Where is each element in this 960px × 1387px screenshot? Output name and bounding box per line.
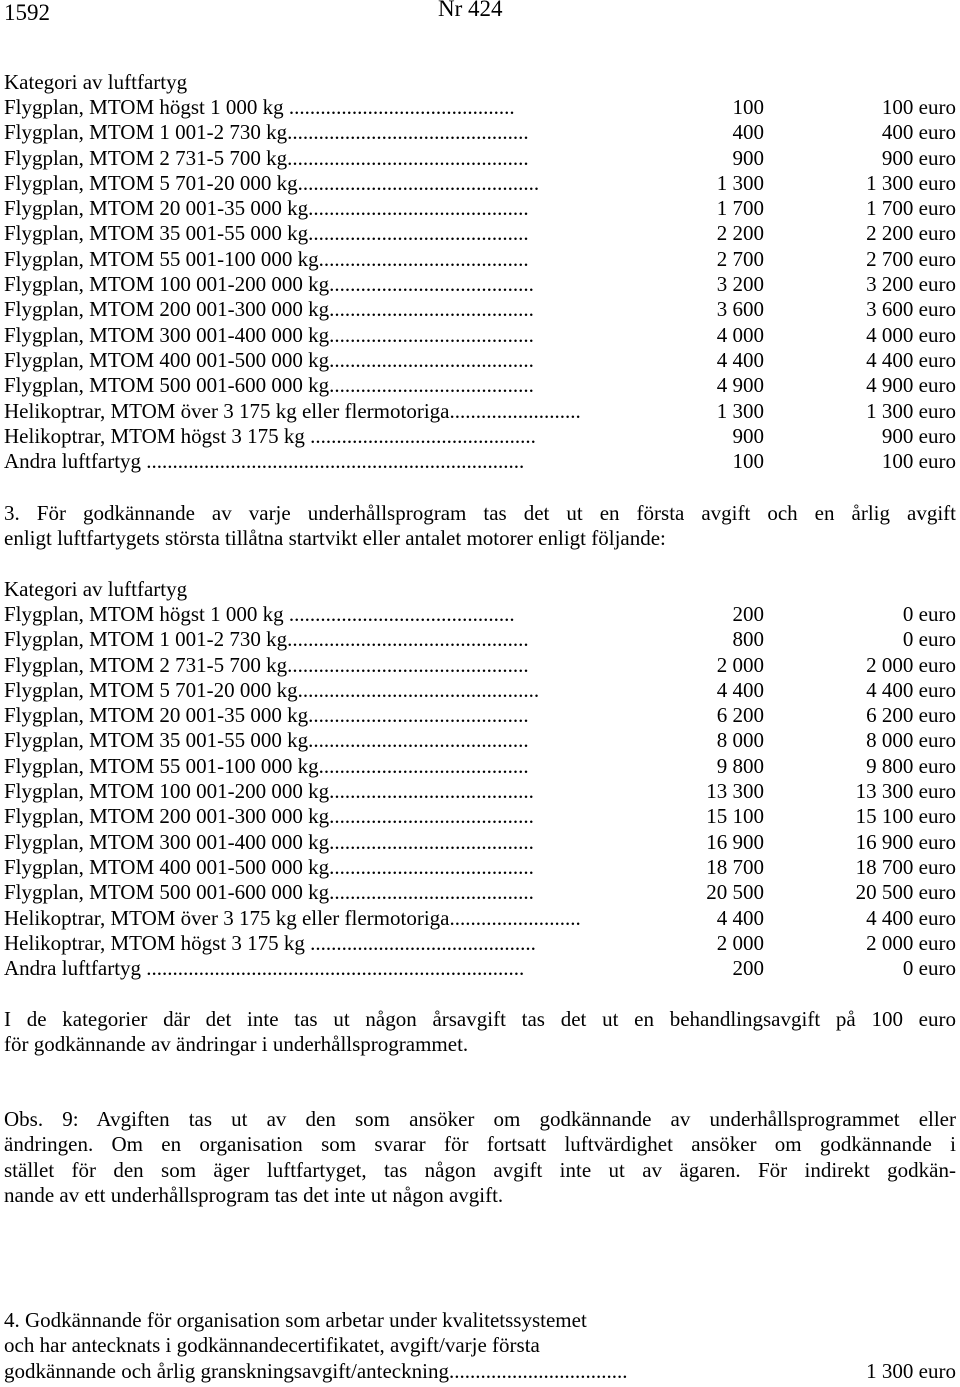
table-row — [4, 348, 956, 373]
table-row — [4, 373, 956, 398]
category-label: Flygplan, MTOM 200 001-300 000 kg....................................... — [4, 804, 534, 829]
table-row — [4, 602, 956, 627]
category-label: Helikoptrar, MTOM högst 3 175 kg ........................................... — [4, 930, 536, 955]
table-row — [4, 627, 956, 652]
paragraph-line: stället för den som äger luftfartyget, tas någon avgift inte ut av ägaren. För indirekt godkän- — [4, 1157, 956, 1182]
annual-fee-amount: 900 euro — [881, 145, 956, 170]
document-number: Nr 424 — [438, 0, 503, 21]
annual-fee-amount: 2 000 euro — [866, 652, 956, 677]
category-label: Flygplan, MTOM 2 731-5 700 kg.............................................. — [4, 652, 529, 677]
annual-fee-amount: 4 000 euro — [866, 322, 956, 347]
category-label: Flygplan, MTOM 200 001-300 000 kg....................................... — [4, 297, 534, 322]
first-fee-amount: 13 300 — [706, 779, 764, 804]
table-rows — [4, 95, 956, 474]
first-fee-amount: 8 000 — [716, 728, 764, 753]
first-fee-amount: 1 700 — [716, 196, 764, 221]
first-fee-amount: 1 300 — [716, 398, 764, 423]
first-fee-amount: 1 300 — [716, 170, 764, 195]
paragraph-line: ändringen. Om en organisation som svarar för fortsatt luftvärdighet ansöker om godkännande i — [4, 1132, 956, 1157]
table-row — [4, 247, 956, 272]
category-label: Flygplan, MTOM 55 001-100 000 kg........................................ — [4, 246, 529, 271]
table-row — [4, 399, 956, 424]
category-label: Helikoptrar, MTOM över 3 175 kg eller flermotoriga......................... — [4, 905, 581, 930]
table-row — [4, 830, 956, 855]
category-label: Flygplan, MTOM 20 001-35 000 kg.......................................... — [4, 703, 529, 728]
annual-fee-amount: 100 euro — [881, 95, 956, 119]
table-row — [4, 653, 956, 678]
table-row — [4, 804, 956, 829]
table-row — [4, 272, 956, 297]
table-row — [4, 221, 956, 246]
first-fee-amount: 200 — [732, 602, 764, 626]
paragraph-line: nande av ett underhållsprogram tas det inte ut någon avgift. — [4, 1182, 504, 1207]
table-row — [4, 120, 956, 145]
first-fee-amount: 200 — [732, 956, 764, 981]
annual-fee-amount: 4 400 euro — [866, 905, 956, 930]
fee-value: 1 300 euro — [866, 1358, 956, 1383]
categories-note — [4, 1007, 956, 1058]
table-row — [4, 703, 956, 728]
table-row — [4, 956, 956, 981]
table-row — [4, 146, 956, 171]
obs-9-note — [4, 1107, 956, 1208]
category-label: Andra luftfartyg ........................................................................ — [4, 449, 525, 474]
category-label: Flygplan, MTOM 100 001-200 000 kg....................................... — [4, 272, 534, 297]
category-label: Flygplan, MTOM 100 001-200 000 kg....................................... — [4, 779, 534, 804]
annual-fee-amount: 9 800 euro — [866, 753, 956, 778]
table-row — [4, 297, 956, 322]
category-label: Flygplan, MTOM högst 1 000 kg ........................................... — [4, 95, 515, 119]
fee-label: godkännande och årlig granskningsavgift/anteckning.................................. — [4, 1358, 628, 1383]
first-fee-amount: 16 900 — [706, 829, 764, 854]
first-fee-amount: 9 800 — [716, 753, 764, 778]
category-label: Flygplan, MTOM 400 001-500 000 kg....................................... — [4, 347, 534, 372]
first-fee-amount: 400 — [732, 120, 764, 145]
page-number: 1592 — [4, 0, 50, 25]
category-label: Flygplan, MTOM 35 001-55 000 kg.......................................... — [4, 728, 529, 753]
annual-fee-amount: 1 700 euro — [866, 196, 956, 221]
category-label: Flygplan, MTOM 5 701-20 000 kg.............................................. — [4, 677, 540, 702]
annual-fee-amount: 3 600 euro — [866, 297, 956, 322]
table-row — [4, 855, 956, 880]
annual-fee-amount: 18 700 euro — [855, 854, 956, 879]
category-label: Flygplan, MTOM 1 001-2 730 kg.............................................. — [4, 120, 529, 145]
category-label: Flygplan, MTOM 500 001-600 000 kg....................................... — [4, 880, 534, 905]
section-3-text — [4, 501, 956, 552]
annual-fee-amount: 8 000 euro — [866, 728, 956, 753]
table-row — [4, 880, 956, 905]
table-rows — [4, 602, 956, 981]
paragraph-line: I de kategorier där det inte tas ut någon årsavgift tas det ut en behandlingsavgift på 100 euro — [4, 1007, 956, 1031]
annual-fee-amount: 0 euro — [902, 627, 956, 652]
annual-fee-amount: 100 euro — [881, 449, 956, 474]
first-fee-amount: 3 600 — [716, 297, 764, 322]
first-fee-amount: 18 700 — [706, 854, 764, 879]
first-fee-amount: 100 — [732, 449, 764, 474]
annual-fee-amount: 15 100 euro — [855, 804, 956, 829]
first-fee-amount: 800 — [732, 627, 764, 652]
first-fee-amount: 20 500 — [706, 880, 764, 905]
annual-fee-amount: 1 300 euro — [866, 398, 956, 423]
table-row — [4, 449, 956, 474]
table-row — [4, 678, 956, 703]
annual-fee-amount: 0 euro — [902, 602, 956, 626]
annual-fee-amount: 13 300 euro — [855, 779, 956, 804]
annual-fee-amount: 400 euro — [881, 120, 956, 145]
category-label: Flygplan, MTOM 5 701-20 000 kg.............................................. — [4, 170, 540, 195]
category-label: Flygplan, MTOM 300 001-400 000 kg....................................... — [4, 829, 534, 854]
category-label: Andra luftfartyg ........................................................................ — [4, 956, 525, 981]
category-label: Helikoptrar, MTOM högst 3 175 kg ........................................... — [4, 423, 536, 448]
category-label: Helikoptrar, MTOM över 3 175 kg eller flermotoriga......................... — [4, 398, 581, 423]
table-heading: Kategori av luftfartyg — [4, 577, 188, 601]
first-fee-amount: 15 100 — [706, 804, 764, 829]
annual-fee-amount: 2 200 euro — [866, 221, 956, 246]
first-fee-amount: 4 000 — [716, 322, 764, 347]
table-row — [4, 95, 956, 120]
first-fee-amount: 2 000 — [716, 652, 764, 677]
category-label: Flygplan, MTOM 55 001-100 000 kg........................................ — [4, 753, 529, 778]
first-fee-amount: 4 400 — [716, 347, 764, 372]
category-label: Flygplan, MTOM 2 731-5 700 kg.............................................. — [4, 145, 529, 170]
category-label: Flygplan, MTOM 300 001-400 000 kg....................................... — [4, 322, 534, 347]
section-4-line: och har antecknats i godkännandecertifikatet, avgift/varje första — [4, 1333, 540, 1358]
table-heading: Kategori av luftfartyg — [4, 70, 188, 94]
fee-table-2 — [4, 577, 956, 981]
annual-fee-amount: 900 euro — [881, 423, 956, 448]
annual-fee-amount: 1 300 euro — [866, 170, 956, 195]
category-label: Flygplan, MTOM 35 001-55 000 kg.......................................... — [4, 221, 529, 246]
first-fee-amount: 2 700 — [716, 246, 764, 271]
category-label: Flygplan, MTOM högst 1 000 kg ........................................... — [4, 602, 515, 626]
category-label: Flygplan, MTOM 400 001-500 000 kg....................................... — [4, 854, 534, 879]
category-label: Flygplan, MTOM 20 001-35 000 kg.......................................... — [4, 196, 529, 221]
category-label: Flygplan, MTOM 1 001-2 730 kg.............................................. — [4, 627, 529, 652]
table-row — [4, 754, 956, 779]
annual-fee-amount: 6 200 euro — [866, 703, 956, 728]
table-row — [4, 779, 956, 804]
annual-fee-amount: 2 000 euro — [866, 930, 956, 955]
category-label: Flygplan, MTOM 500 001-600 000 kg....................................... — [4, 373, 534, 398]
table-row — [4, 323, 956, 348]
annual-fee-amount: 4 400 euro — [866, 347, 956, 372]
paragraph-line: 3. För godkännande av varje underhållsprogram tas det ut en första avgift och en årlig avgift — [4, 501, 956, 525]
section-4-line: 4. Godkännande för organisation som arbetar under kvalitetssystemet — [4, 1308, 587, 1332]
annual-fee-amount: 4 900 euro — [866, 373, 956, 398]
table-row — [4, 728, 956, 753]
table-row — [4, 931, 956, 956]
first-fee-amount: 900 — [732, 145, 764, 170]
first-fee-amount: 3 200 — [716, 272, 764, 297]
annual-fee-amount: 4 400 euro — [866, 677, 956, 702]
annual-fee-amount: 2 700 euro — [866, 246, 956, 271]
table-row — [4, 424, 956, 449]
first-fee-amount: 100 — [732, 95, 764, 119]
first-fee-amount: 4 400 — [716, 905, 764, 930]
annual-fee-amount: 16 900 euro — [855, 829, 956, 854]
first-fee-amount: 4 900 — [716, 373, 764, 398]
annual-fee-amount: 3 200 euro — [866, 272, 956, 297]
paragraph-line: Obs. 9: Avgiften tas ut av den som ansöker om godkännande av underhållsprogrammet eller — [4, 1107, 956, 1131]
first-fee-amount: 4 400 — [716, 677, 764, 702]
paragraph-line: enligt luftfartygets största tillåtna startvikt eller antalet motorer enligt följande: — [4, 526, 666, 551]
first-fee-amount: 6 200 — [716, 703, 764, 728]
first-fee-amount: 2 200 — [716, 221, 764, 246]
first-fee-amount: 900 — [732, 423, 764, 448]
annual-fee-amount: 20 500 euro — [855, 880, 956, 905]
table-row — [4, 171, 956, 196]
fee-table-1 — [4, 70, 956, 474]
section-4 — [4, 1308, 956, 1384]
table-row — [4, 196, 956, 221]
first-fee-amount: 2 000 — [716, 930, 764, 955]
paragraph-line: för godkännande av ändringar i underhållsprogrammet. — [4, 1032, 469, 1057]
section-4-fee-row — [4, 1359, 956, 1384]
annual-fee-amount: 0 euro — [902, 956, 956, 981]
table-row — [4, 906, 956, 931]
